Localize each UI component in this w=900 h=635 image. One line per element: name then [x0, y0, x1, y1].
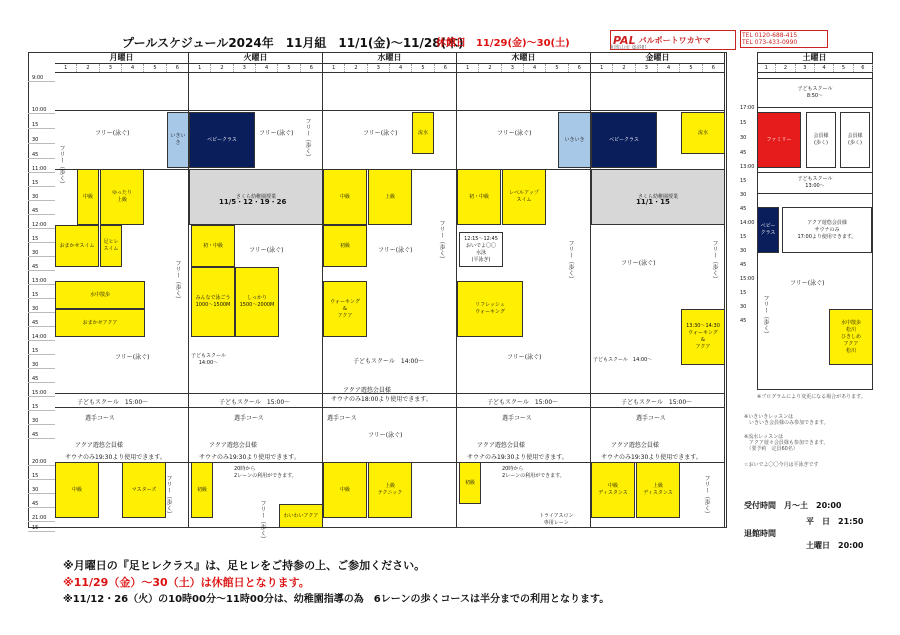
lane-number: 2 — [776, 64, 795, 72]
wed-chukyu: 中級 — [323, 169, 367, 225]
tue-sakura: さくら幼稚園授業 — [189, 169, 323, 225]
thu-sauna: サウナのみ19:30より使用できます。 — [467, 454, 568, 461]
thu-senshu: 選手コース — [502, 415, 532, 422]
time-tick — [28, 521, 55, 522]
time-tick — [28, 507, 55, 508]
time-label: 15 — [32, 525, 39, 531]
time-label: 45 — [32, 432, 39, 438]
tel-box — [740, 30, 828, 48]
sat-time-label: 30 — [740, 248, 747, 254]
tel-line-1: TEL 0120-688-415 — [742, 32, 798, 39]
sat-time-label: 45 — [740, 206, 747, 212]
wed-free-swim: フリー(泳ぐ) — [363, 130, 398, 137]
time-label: 45 — [32, 264, 39, 270]
time-tick — [28, 256, 55, 257]
time-tick — [28, 128, 55, 129]
sat-time-label: 15 — [740, 290, 747, 296]
free-walk-7: フリー（歩く） — [259, 500, 266, 542]
time-tick — [28, 424, 55, 425]
time-label: 30 — [32, 418, 39, 424]
time-tick — [28, 382, 55, 383]
thu-ikiiki: いきいき — [558, 112, 591, 168]
reception-label: 受付時間 — [744, 501, 776, 510]
fri-aqua: アクア遊悠会員様 — [611, 442, 659, 449]
time-tick — [28, 242, 55, 243]
lane-number: 4 — [122, 64, 144, 72]
mon-ashihire: 足ヒレ スイム — [100, 225, 122, 267]
lane-number: 4 — [815, 64, 834, 72]
sat-hikishime: 水中散歩 松川 ひきしめ アクア 松川 — [829, 309, 873, 365]
time-label: 45 — [32, 208, 39, 214]
sat-time-label: 30 — [740, 135, 747, 141]
fri-baby: ベビークラス — [591, 112, 657, 168]
sat-kids-1300: 子どもスクール 13:00〜 — [757, 172, 873, 194]
time-label: 15:00 — [32, 390, 47, 396]
mon-mizunaka: 水中散歩 — [55, 281, 145, 309]
lane-number: 1 — [591, 64, 613, 72]
tue-sakura-dates: 11/5・12・19・26 — [219, 198, 287, 206]
tel-line-2: TEL 073-433-0990 — [742, 39, 798, 46]
wed-free-swim-2: フリー(泳ぐ) — [378, 247, 413, 254]
mon-senshu: 選手コース — [85, 415, 115, 422]
time-label: 45 — [32, 501, 39, 507]
time-label: 15 — [32, 180, 39, 186]
lane-number: 5 — [278, 64, 300, 72]
sat-kids-850: 子どもスクール 8:50〜 — [757, 78, 873, 108]
time-tick — [28, 284, 55, 285]
note-ryusui: ※流水レッスンは アクア遊々会員様も参加できます。 （要予約 定員60名） — [744, 434, 829, 452]
time-label: 21:00 — [32, 515, 47, 521]
row-divider — [55, 407, 725, 408]
mon-aqua: アクア遊悠会員様 — [75, 442, 123, 449]
mon-masters: マスターズ — [122, 462, 166, 518]
thu-oiderumo: 12:15〜12:45 おいでよ〇〇 水泳 (平泳ぎ) — [459, 232, 503, 267]
address: 和歌山市 築港町 — [610, 45, 647, 51]
note-oideyo: ☆おいでよ〇〇今月は平泳ぎです — [744, 462, 819, 468]
closed-notice: 休館日 11/29(金)〜30(土) — [436, 38, 570, 49]
time-label: 13:00 — [32, 278, 47, 284]
time-tick — [28, 326, 55, 327]
wed-technique: 上級 テクニック — [368, 462, 412, 518]
free-walk-6: フリー（歩く） — [165, 475, 172, 517]
tue-minna: みんなで泳ごう 1000〜1500M — [191, 267, 235, 337]
tue-baby: ベビークラス — [189, 112, 255, 168]
sat-time-label: 45 — [740, 150, 747, 156]
wed-free-swim-3: フリー(泳ぐ) — [368, 432, 403, 439]
fri-distance-m: 中級 ディスタンス — [591, 462, 635, 518]
day-header-2: 水曜日 — [323, 52, 457, 64]
weekday-close: 平 日 21:50 — [806, 517, 864, 526]
lane-number: 5 — [412, 64, 434, 72]
thu-aqua: アクア遊悠会員様 — [477, 442, 525, 449]
time-tick — [28, 143, 55, 144]
thu-shokyu: 初級 — [459, 462, 481, 504]
free-walk-1: フリー（歩く） — [174, 260, 181, 302]
time-label: 45 — [32, 376, 39, 382]
time-tick — [28, 465, 55, 466]
time-tick — [28, 113, 55, 114]
sat-member-walk-2: 会員様 (歩く) — [840, 112, 870, 168]
time-tick — [28, 493, 55, 494]
time-label: 12:00 — [32, 222, 47, 228]
lane-number: 2 — [613, 64, 635, 72]
tue-shokyu: 初級 — [191, 462, 213, 518]
time-tick — [28, 354, 55, 355]
day-header-1: 火曜日 — [189, 52, 323, 64]
time-label: 15 — [32, 122, 39, 128]
thu-kids-school: 子どもスクール 15:00〜 — [487, 399, 559, 406]
time-label: 15 — [32, 404, 39, 410]
fri-distance-j: 上級 ディスタンス — [636, 462, 680, 518]
mon-yuttari: ゆったり 上級 — [100, 169, 144, 225]
tue-kids-1400: 子どもスクール 14:00〜 — [191, 353, 226, 366]
time-label: 30 — [32, 306, 39, 312]
mon-free-swim: フリー(泳ぐ) — [95, 130, 130, 137]
time-label: 30 — [32, 487, 39, 493]
tue-free-swim-2: フリー(泳ぐ) — [249, 247, 284, 254]
wed-chukyu-pm: 中級 — [323, 462, 367, 518]
day-header-3: 木曜日 — [457, 52, 591, 64]
lane-number: 2 — [77, 64, 99, 72]
lane-number: 1 — [757, 64, 776, 72]
lane-number: 4 — [524, 64, 546, 72]
tue-aqua: アクア遊悠会員様 — [209, 442, 257, 449]
time-tick — [28, 270, 55, 271]
free-walk-0: フリー（歩く） — [58, 145, 65, 187]
logo-name: パルポートワカヤマ — [638, 35, 711, 45]
bottom-note-2: ※11/29（金）〜30（土）は休館日となります。 — [63, 576, 310, 589]
time-tick — [28, 298, 55, 299]
time-label: 45 — [32, 152, 39, 158]
sat-time-label: 45 — [740, 262, 747, 268]
lane-number: 1 — [189, 64, 211, 72]
time-tick — [28, 158, 55, 159]
sat-free-swim: フリー(泳ぐ) — [790, 280, 825, 287]
time-tick — [28, 438, 55, 439]
hours-panel — [744, 500, 863, 552]
fri-walking: 13:30〜14:30 ウォーキング & アクア — [681, 309, 725, 365]
lane-number: 4 — [658, 64, 680, 72]
lane-header-sat — [757, 64, 873, 73]
mon-chukyu-pm: 中級 — [55, 462, 99, 518]
note-program: ※プログラムにより変更になる場合があります。 — [757, 394, 866, 400]
time-tick — [28, 81, 55, 82]
tue-waiwai: わいわいアクア — [279, 504, 323, 528]
lane-number: 5 — [144, 64, 166, 72]
lane-number: 3 — [796, 64, 815, 72]
lane-number: 1 — [323, 64, 345, 72]
free-walk-8: フリー（歩く） — [703, 475, 710, 517]
row-divider — [55, 110, 725, 111]
free-walk-5: フリー（歩く） — [711, 240, 718, 282]
thu-levelup: レベルアップ スイム — [502, 169, 546, 225]
time-tick — [28, 479, 55, 480]
lane-number: 4 — [390, 64, 412, 72]
time-label: 30 — [32, 362, 39, 368]
time-tick — [28, 214, 55, 215]
time-label: 14:00 — [32, 334, 47, 340]
time-tick — [28, 200, 55, 201]
lane-number: 2 — [211, 64, 233, 72]
tue-lane20: 20時から 2レーンの利用ができます。 — [234, 466, 297, 479]
sat-member-walk-1: 会員様 (歩く) — [806, 112, 836, 168]
time-label: 15 — [32, 236, 39, 242]
lane-number: 5 — [546, 64, 568, 72]
sat-time-label: 13:00 — [740, 164, 755, 170]
wed-senshu: 選手コース — [327, 415, 357, 422]
tue-sauna: サウナのみ19:30より使用できます。 — [199, 454, 300, 461]
lane-number: 3 — [234, 64, 256, 72]
time-tick — [28, 228, 55, 229]
lane-number: 5 — [680, 64, 702, 72]
tue-senshu: 選手コース — [234, 415, 264, 422]
lane-number: 2 — [345, 64, 367, 72]
sat-time-label: 30 — [740, 192, 747, 198]
lane-number: 6 — [435, 64, 457, 72]
bottom-note-3: ※11/12・26（火）の10時00分〜11時00分は、幼稚園指導の為 6レーンの歩くコースは半分までの利用となります。 — [63, 594, 610, 605]
page-title: プールスケジュール2024年 11月組 11/1(金)〜11/28(木) — [122, 36, 464, 50]
fri-sakura: さくら幼稚園授業 — [591, 169, 725, 225]
lane-number: 6 — [854, 64, 873, 72]
lane-number: 1 — [457, 64, 479, 72]
reception-value: 月〜土 20:00 — [784, 501, 842, 510]
thu-shochu: 初・中級 — [457, 169, 501, 225]
free-walk-2: フリー（歩く） — [304, 118, 311, 160]
time-label: 11:00 — [32, 166, 47, 172]
thu-lane20: 20時から 2レーンの利用ができます。 — [502, 466, 565, 479]
thu-refresh: リフレッシュ ウォーキング — [457, 281, 523, 337]
sat-time-label: 15 — [740, 234, 747, 240]
thu-triathlon: トライアスロン 専用レーン — [539, 513, 574, 526]
lane-number: 3 — [636, 64, 658, 72]
time-label: 45 — [32, 320, 39, 326]
wed-ryusui: 流水 — [412, 112, 434, 154]
closing-label: 退館時間 — [744, 529, 776, 538]
time-tick — [28, 368, 55, 369]
free-walk-4: フリー（歩く） — [567, 240, 574, 282]
lane-number: 4 — [256, 64, 278, 72]
wed-shokyu: 初級 — [323, 225, 367, 267]
lane-number: 3 — [502, 64, 524, 72]
lane-number: 6 — [569, 64, 591, 72]
lane-number: 6 — [703, 64, 725, 72]
sat-time-label: 14:00 — [740, 220, 755, 226]
lane-number: 6 — [167, 64, 189, 72]
sat-time-label: 15:00 — [740, 276, 755, 282]
time-tick — [28, 340, 55, 341]
sat-baby: ベビークラス — [757, 207, 779, 253]
sat-aqua: アクア遊悠会員様 サウナのみ 17:00より使用できます。 — [782, 207, 872, 253]
mon-omakase-swim: おまかせスイム — [55, 225, 99, 267]
lane-number: 6 — [301, 64, 323, 72]
lane-number: 1 — [55, 64, 77, 72]
time-tick — [28, 531, 55, 532]
mon-kids-school: 子どもスクール 15:00〜 — [77, 399, 149, 406]
wed-kids: 子どもスクール 14:00〜 — [353, 358, 425, 365]
sat-free-walk: フリー（歩く） — [762, 295, 769, 337]
time-label: 30 — [32, 137, 39, 143]
lane-number: 3 — [100, 64, 122, 72]
fri-ryusui: 流水 — [681, 112, 725, 154]
thu-free-swim-2: フリー(泳ぐ) — [507, 354, 542, 361]
tue-kids-school: 子どもスクール 15:00〜 — [219, 399, 291, 406]
tue-shikkari: しっかり 1500〜2000M — [235, 267, 279, 337]
wed-walking: ウォーキング & アクア — [323, 281, 367, 337]
wed-jokyu: 上級 — [368, 169, 412, 225]
time-label: 20:00 — [32, 459, 47, 465]
mon-free-swim-2: フリー(泳ぐ) — [115, 354, 150, 361]
mon-ikiiki: いきいき — [167, 112, 189, 168]
time-tick — [28, 396, 55, 397]
free-walk-3: フリー（歩く） — [438, 220, 445, 262]
mon-omakase-aqua: おまかせアクア — [55, 309, 145, 337]
time-label: 10:00 — [32, 107, 47, 113]
wed-sauna: サウナのみ18:00より使用できます。 — [331, 396, 432, 403]
sat-time-label: 17:00 — [740, 105, 755, 111]
thu-free-swim: フリー(泳ぐ) — [497, 130, 532, 137]
wed-aqua: アクア遊悠会員様 — [343, 387, 391, 394]
time-label: 15 — [32, 473, 39, 479]
sat-time-label: 45 — [740, 318, 747, 324]
saturday-close: 土曜日 20:00 — [806, 541, 864, 550]
tue-free-swim: フリー(泳ぐ) — [259, 130, 294, 137]
time-tick — [28, 312, 55, 313]
time-tick — [28, 172, 55, 173]
mon-sauna: サウナのみ19:30より使用できます。 — [65, 454, 166, 461]
lane-number: 5 — [834, 64, 853, 72]
time-label: 30 — [32, 250, 39, 256]
fri-sakura-dates: 11/1・15 — [636, 198, 670, 206]
sat-time-label: 30 — [740, 304, 747, 310]
sat-family: ファミリー — [757, 112, 801, 168]
day-header-sat: 土曜日 — [757, 52, 873, 64]
fri-kids-school: 子どもスクール 15:00〜 — [621, 399, 693, 406]
day-header-4: 金曜日 — [591, 52, 725, 64]
time-label: 30 — [32, 194, 39, 200]
fri-sauna: サウナのみ19:30より使用できます。 — [601, 454, 702, 461]
time-label: 15 — [32, 292, 39, 298]
time-tick — [28, 186, 55, 187]
tue-shochu: 初・中級 — [191, 225, 235, 267]
time-tick — [28, 410, 55, 411]
fri-free-swim: フリー(泳ぐ) — [621, 260, 656, 267]
time-label: 15 — [32, 348, 39, 354]
lane-number: 2 — [479, 64, 501, 72]
sat-time-label: 15 — [740, 178, 747, 184]
sat-time-label: 15 — [740, 120, 747, 126]
note-ikiiki: ※いきいきレッスンは いきいき会員様のみ参加できます。 — [744, 414, 829, 426]
day-header-0: 月曜日 — [55, 52, 189, 64]
lane-number: 3 — [368, 64, 390, 72]
logo-mark: PAL — [613, 33, 636, 47]
time-label: 9:00 — [32, 75, 44, 81]
fri-kids: 子どもスクール 14:00〜 — [593, 357, 653, 363]
bottom-note-1: ※月曜日の『足ヒレクラス』は、足ヒレをご持参の上、ご参加ください。 — [63, 559, 426, 572]
fri-senshu: 選手コース — [636, 415, 666, 422]
mon-chukyu: 中級 — [77, 169, 99, 225]
